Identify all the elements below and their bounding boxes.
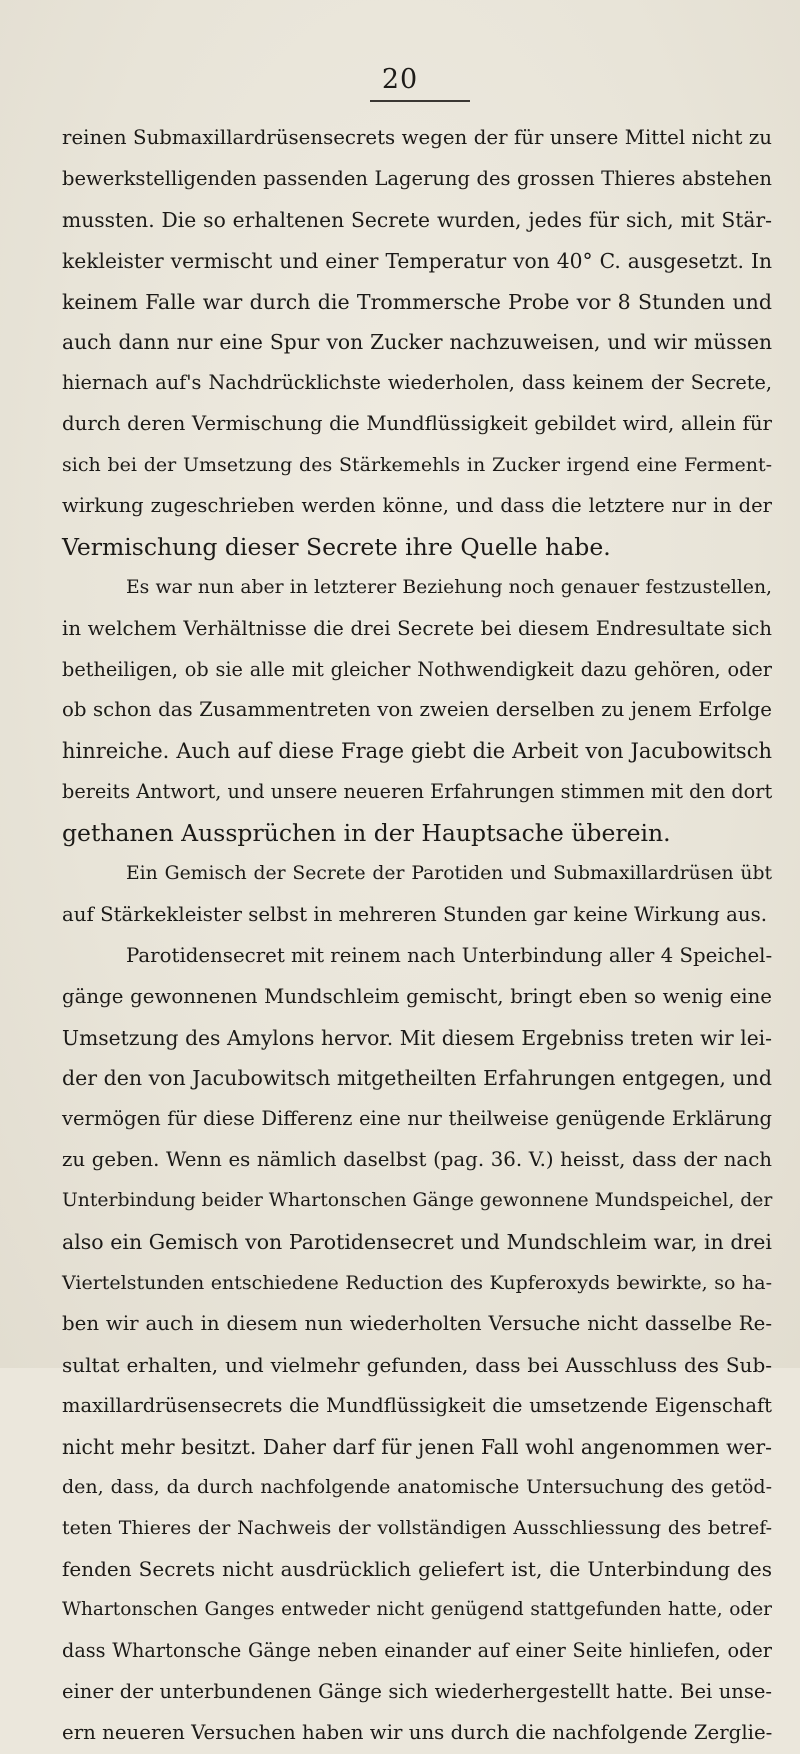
text-line: also ein Gemisch von Parotidensecret und Mundschleim war, in drei — [62, 1230, 772, 1255]
header-rule — [370, 100, 470, 102]
text-line: hiernach auf's Nachdrücklichste wiederholen, dass keinem der Secrete, — [62, 371, 772, 395]
text-line: fenden Secrets nicht ausdrücklich geliefert ist, die Unterbindung des — [62, 1557, 772, 1582]
text-line: gethanen Aussprüchen in der Hauptsache überein. — [62, 819, 671, 848]
text-line: Umsetzung des Amylons hervor. Mit diesem Ergebniss treten wir lei- — [62, 1025, 772, 1050]
text-line: Whartonschen Ganges entweder nicht genügend stattgefunden hatte, oder — [62, 1599, 772, 1621]
text-line: nicht mehr besitzt. Daher darf für jenen Fall wohl angenommen wer- — [62, 1434, 772, 1459]
text-line: zu geben. Wenn es nämlich daselbst (pag. 36. V.) heisst, dass der nach — [62, 1148, 772, 1172]
text-line: hinreiche. Auch auf diese Frage giebt die Arbeit von Jacubowitsch — [62, 739, 772, 764]
text-line: auf Stärkekleister selbst in mehreren Stunden gar keine Wirkung aus. — [62, 902, 768, 926]
text-line: maxillardrüsensecrets die Mundflüssigkeit die umsetzende Eigenschaft — [62, 1393, 772, 1417]
text-line: Ein Gemisch der Secrete der Parotiden und Submaxillardrüsen übt — [126, 863, 772, 885]
text-line: bereits Antwort, und unsere neueren Erfahrungen stimmen mit den dort — [62, 780, 773, 804]
text-line: Es war nun aber in letzterer Beziehung noch genauer festzustellen, — [126, 576, 772, 598]
text-line: durch deren Vermischung die Mundflüssigkeit gebildet wird, allein für — [62, 412, 772, 436]
text-line: den, dass, da durch nachfolgende anatomische Untersuchung des getöd- — [62, 1476, 772, 1499]
text-line: Viertelstunden entschiedene Reduction des Kupferoxyds bewirkte, so ha- — [62, 1271, 772, 1294]
text-line: sultat erhalten, und vielmehr gefunden, dass bei Ausschluss des Sub- — [62, 1352, 772, 1377]
text-line: in welchem Verhältnisse die drei Secrete bei diesem Endresultate sich — [62, 616, 772, 640]
text-line: Parotidensecret mit reinem nach Unterbindung aller 4 Speichel- — [126, 943, 773, 967]
text-line: vermögen für diese Differenz eine nur theilweise genügende Erklärung — [62, 1107, 772, 1131]
text-line: einer der unterbundenen Gänge sich wiederhergestellt hatte. Bei unse- — [62, 1679, 772, 1703]
text-line: sich bei der Umsetzung des Stärkemehls in Zucker irgend eine Ferment- — [62, 454, 772, 477]
text-line: kekleister vermischt und einer Temperatur von 40° C. ausgesetzt. In — [62, 248, 772, 273]
text-line: betheiligen, ob sie alle mit gleicher Nothwendigkeit dazu gehören, oder — [62, 657, 772, 681]
text-line: bewerkstelligenden passenden Lagerung des grossen Thieres abstehen — [62, 166, 772, 190]
text-line: mussten. Die so erhaltenen Secrete wurden, jedes für sich, mit Stär- — [62, 207, 772, 232]
text-line: wirkung zugeschrieben werden könne, und dass die letztere nur in der — [62, 494, 772, 518]
page-number: 20 — [381, 64, 419, 95]
body-text — [62, 118, 772, 1754]
text-line: Vermischung dieser Secrete ihre Quelle habe. — [62, 532, 611, 561]
text-line: ben wir auch in diesem nun wiederholten Versuche nicht dasselbe Re- — [62, 1311, 772, 1335]
text-line: teten Thieres der Nachweis der vollständigen Ausschliessung des betref- — [62, 1517, 772, 1540]
text-line: reinen Submaxillardrüsensecrets wegen der für unsere Mittel nicht zu — [62, 126, 772, 149]
text-line: auch dann nur eine Spur von Zucker nachzuweisen, und wir müssen — [62, 330, 772, 355]
text-line: Unterbindung beider Whartonschen Gänge gewonnene Mundspeichel, der — [62, 1190, 773, 1212]
text-line: ob schon das Zusammentreten von zweien derselben zu jenem Erfolge — [62, 698, 772, 722]
text-line: ern neueren Versuchen haben wir uns durch die nachfolgende Zerglie- — [62, 1720, 773, 1744]
text-line: der den von Jacubowitsch mitgetheilten Erfahrungen entgegen, und — [62, 1066, 772, 1091]
text-line: gänge gewonnenen Mundschleim gemischt, bringt eben so wenig eine — [62, 984, 772, 1008]
text-line: keinem Falle war durch die Trommersche Probe vor 8 Stunden und — [62, 289, 772, 314]
text-line: dass Whartonsche Gänge neben einander auf einer Seite hinliefen, oder — [62, 1638, 772, 1662]
